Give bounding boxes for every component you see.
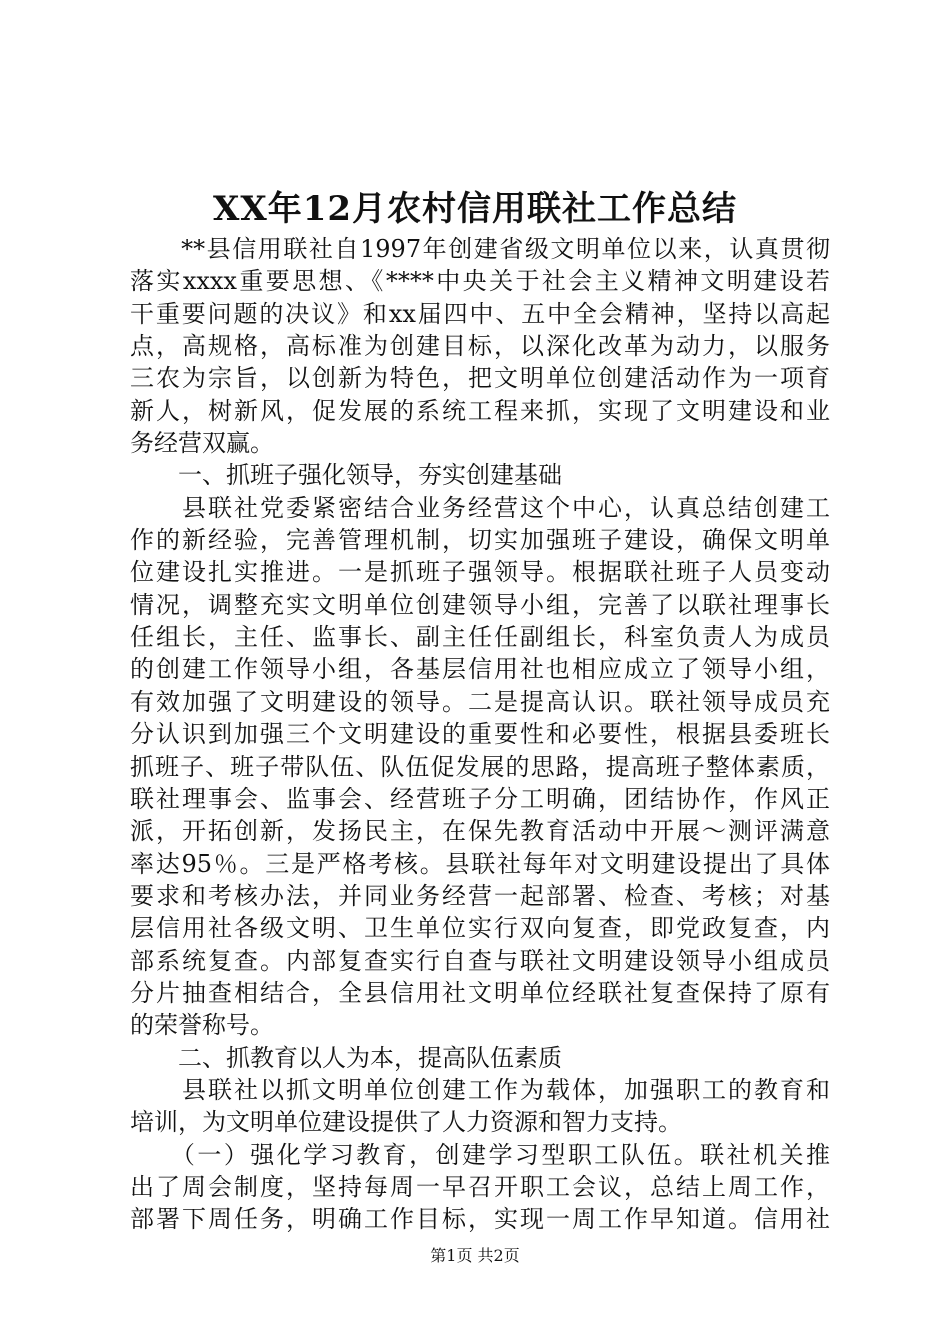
body-line: 出了周会制度，坚持每周一早召开职工会议，总结上周工作，: [130, 1172, 830, 1201]
body-line: 一、抓班子强化领导，夯实创建基础: [130, 461, 562, 490]
body-line: 抓班子、班子带队伍、队伍促发展的思路，提高班子整体素质，: [130, 752, 830, 781]
body-line: 情况，调整充实文明单位创建领导小组，完善了以联社理事长: [130, 590, 830, 619]
body-line: 的荣誉称号。: [130, 1011, 274, 1040]
body-line: 县联社以抓文明单位创建工作为载体，加强职工的教育和: [130, 1075, 830, 1104]
body-line: 分认识到加强三个文明建设的重要性和必要性，根据县委班长: [130, 720, 830, 749]
body-line: 分片抽查相结合，全县信用社文明单位经联社复查保持了原有: [130, 978, 830, 1007]
body-line: **县信用联社自1997年创建省级文明单位以来，认真贯彻: [130, 235, 830, 263]
document-title: XX年12月农村信用联社工作总结: [212, 189, 738, 229]
body-line: 率达95％。三是严格考核。县联社每年对文明建设提出了具体: [130, 849, 830, 878]
body-line: 联社理事会、监事会、经营班子分工明确，团结协作，作风正: [130, 784, 830, 813]
body-line: 落实xxxx重要思想、《****中央关于社会主义精神文明建设若: [130, 267, 830, 296]
body-line: 层信用社各级文明、卫生单位实行双向复查，即党政复查，内: [130, 914, 830, 943]
body-line: 部署下周任务，明确工作目标，实现一周工作早知道。信用社: [130, 1205, 830, 1234]
body-line: （一）强化学习教育，创建学习型职工队伍。联社机关推: [130, 1140, 830, 1169]
body-line: 县联社党委紧密结合业务经营这个中心，认真总结创建工: [130, 493, 830, 522]
body-line: 任组长，主任、监事长、副主任任副组长，科室负责人为成员: [130, 623, 830, 652]
body-line: 新人，树新风，促发展的系统工程来抓，实现了文明建设和业: [130, 396, 830, 425]
body-line: 位建设扎实推进。一是抓班子强领导。根据联社班子人员变动: [130, 558, 830, 587]
body-line: 要求和考核办法，并同业务经营一起部署、检查、考核；对基: [130, 881, 830, 910]
document-body: [130, 233, 830, 1236]
body-line: 有效加强了文明建设的领导。二是提高认识。联社领导成员充: [130, 687, 830, 716]
body-line: 培训，为文明单位建设提供了人力资源和智力支持。: [130, 1108, 682, 1137]
body-line: 部系统复查。内部复查实行自查与联社文明建设领导小组成员: [130, 946, 830, 975]
body-line: 点，高规格，高标准为创建目标，以深化改革为动力，以服务: [130, 332, 830, 361]
page-number-footer: 第1页 共2页: [430, 1246, 520, 1265]
body-line: 派，开拓创新，发扬民主，在保先教育活动中开展～测评满意: [130, 817, 830, 846]
body-line: 干重要问题的决议》和xx届四中、五中全会精神，坚持以高起: [130, 299, 830, 328]
body-line: 三农为宗旨，以创新为特色，把文明单位创建活动作为一项育: [130, 364, 830, 393]
body-line: 二、抓教育以人为本，提高队伍素质: [130, 1043, 562, 1072]
body-line: 作的新经验，完善管理机制，切实加强班子建设，确保文明单: [130, 526, 830, 555]
body-line: 的创建工作领导小组，各基层信用社也相应成立了领导小组，: [130, 655, 830, 684]
body-line: 务经营双赢。: [130, 429, 274, 458]
